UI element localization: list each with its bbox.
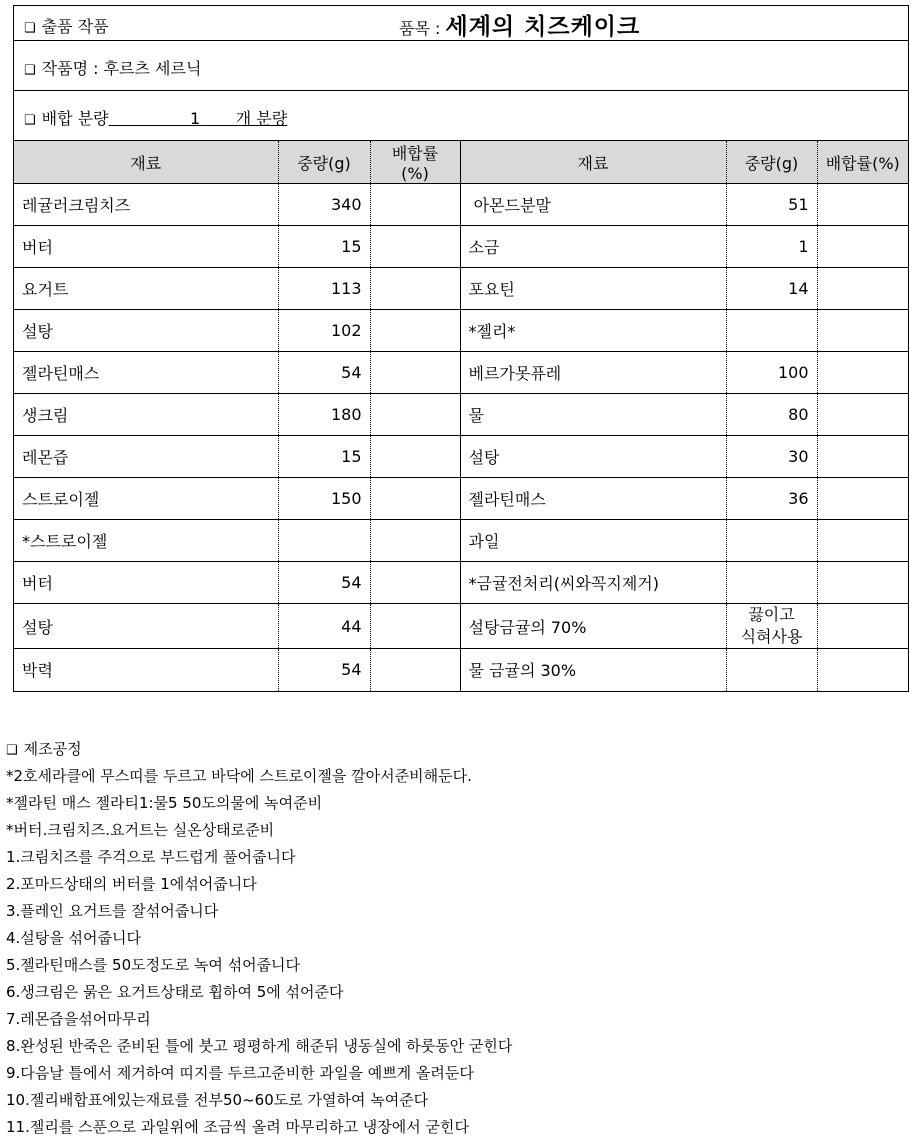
weight-cell: 54 xyxy=(278,649,370,691)
batch-row xyxy=(14,91,908,141)
header-ratio-1: 배합률(%) xyxy=(370,141,460,184)
ratio-cell xyxy=(817,268,908,310)
process-step: 6.생크림은 묽은 요거트상태로 휩하여 5에 섞어준다 xyxy=(6,983,344,1001)
process-step: *2호세라클에 무스띠를 두르고 바닥에 스트로이젤을 깔아서준비해둔다. xyxy=(6,767,472,785)
table-row xyxy=(14,394,908,436)
table-body xyxy=(14,184,908,691)
weight-cell: 102 xyxy=(278,310,370,352)
table-row xyxy=(14,562,908,604)
table-row xyxy=(14,226,908,268)
entry-label: 출품 작품 xyxy=(41,17,109,36)
ratio-cell xyxy=(370,562,460,604)
header-row xyxy=(14,6,908,41)
weight-cell: 113 xyxy=(278,268,370,310)
process-step: 8.완성된 반죽은 준비된 틀에 붓고 평평하게 해준뒤 냉동실에 하룻동안 굳힌다 xyxy=(6,1037,513,1055)
ratio-cell xyxy=(370,352,460,394)
entry-section xyxy=(24,14,109,37)
material-cell: 베르가못퓨레 xyxy=(460,352,726,394)
material-cell: 설탕 xyxy=(14,310,278,352)
weight-cell: 15 xyxy=(278,436,370,478)
ratio-cell xyxy=(817,184,908,226)
material-cell: 소금 xyxy=(460,226,726,268)
process-step: 4.설탕을 섞어줍니다 xyxy=(6,929,142,947)
ratio-cell xyxy=(370,649,460,691)
process-title-line xyxy=(6,736,906,763)
weight-cell: 1 xyxy=(726,226,817,268)
item-label: 품목 : xyxy=(399,19,441,38)
ratio-cell xyxy=(370,226,460,268)
weight-cell xyxy=(726,520,817,562)
weight-cell xyxy=(726,562,817,604)
weight-cell: 150 xyxy=(278,478,370,520)
material-cell: 과일 xyxy=(460,520,726,562)
work-name-row xyxy=(14,41,908,91)
process-title: 제조공정 xyxy=(23,740,82,758)
ratio-cell xyxy=(370,268,460,310)
process-step: 11.젤리를 스푼으로 과일위에 조금씩 올려 마무리하고 냉장에서 굳힌다 xyxy=(6,1118,469,1136)
ratio-cell xyxy=(370,520,460,562)
checkbox-square-icon: ❑ xyxy=(24,113,36,128)
process-step: 10.젤리배합표에있는재료를 전부50~60도로 가열하여 녹여준다 xyxy=(6,1091,429,1109)
weight-cell: 180 xyxy=(278,394,370,436)
material-cell: 설탕 xyxy=(14,604,278,649)
material-cell: 생크림 xyxy=(14,394,278,436)
table-row xyxy=(14,604,908,649)
table-row xyxy=(14,310,908,352)
table-row xyxy=(14,436,908,478)
process-step: 3.플레인 요거트를 잘섞어줍니다 xyxy=(6,902,219,920)
material-cell: 버터 xyxy=(14,562,278,604)
material-cell: 레귤러크림치즈 xyxy=(14,184,278,226)
weight-cell xyxy=(278,520,370,562)
process-step: 9.다음날 틀에서 제거하여 띠지를 두르고준비한 과일을 예쁘게 올려둔다 xyxy=(6,1064,474,1082)
ratio-cell xyxy=(370,394,460,436)
weight-cell: 54 xyxy=(278,562,370,604)
work-name: 작품명 : 후르츠 세르닉 xyxy=(41,59,202,78)
ratio-cell xyxy=(817,352,908,394)
checkbox-square-icon: ❑ xyxy=(6,743,18,758)
header-ratio-2: 배합률(%) xyxy=(817,141,908,184)
weight-cell: 100 xyxy=(726,352,817,394)
item-section xyxy=(399,8,640,41)
material-cell: 젤라틴매스 xyxy=(14,352,278,394)
table-row xyxy=(14,649,908,691)
checkbox-square-icon: ❑ xyxy=(24,63,36,78)
material-cell: 박력 xyxy=(14,649,278,691)
material-cell: *젤리* xyxy=(460,310,726,352)
header-material-1: 재료 xyxy=(14,141,278,184)
ratio-cell xyxy=(817,226,908,268)
material-cell: 젤라틴매스 xyxy=(460,478,726,520)
process-lines xyxy=(6,763,906,1141)
weight-cell: 51 xyxy=(726,184,817,226)
process-step: *젤라틴 매스 젤라티1:물5 50도의물에 녹여준비 xyxy=(6,794,323,812)
material-cell: 설탕 xyxy=(460,436,726,478)
ratio-cell xyxy=(817,394,908,436)
ratio-cell xyxy=(370,436,460,478)
process-step: 5.젤라틴매스를 50도정도로 녹여 섞어줍니다 xyxy=(6,956,301,974)
material-cell: 아몬드분말 xyxy=(460,184,726,226)
ratio-cell xyxy=(370,604,460,649)
table-row xyxy=(14,184,908,226)
ratio-cell xyxy=(817,310,908,352)
checkbox-square-icon: ❑ xyxy=(24,21,36,36)
material-cell: *금귤전처리(씨와꼭지제거) xyxy=(460,562,726,604)
process-step: *버터.크림치즈.요거트는 실온상태로준비 xyxy=(6,821,275,839)
weight-cell xyxy=(726,310,817,352)
material-cell: 스트로이젤 xyxy=(14,478,278,520)
ratio-cell xyxy=(817,649,908,691)
weight-cell: 80 xyxy=(726,394,817,436)
weight-cell xyxy=(726,604,817,649)
item-value: 세계의 치즈케이크 xyxy=(445,14,641,40)
material-cell: 요거트 xyxy=(14,268,278,310)
recipe-form xyxy=(13,5,909,692)
weight-cell: 36 xyxy=(726,478,817,520)
batch-count: 1 xyxy=(189,109,201,128)
material-cell: 버터 xyxy=(14,226,278,268)
material-cell: 물 xyxy=(460,394,726,436)
weight-cell: 15 xyxy=(278,226,370,268)
material-cell: 설탕금귤의 70% xyxy=(460,604,726,649)
weight-cell xyxy=(726,649,817,691)
weight-cell: 30 xyxy=(726,436,817,478)
material-cell: 레몬즙 xyxy=(14,436,278,478)
ratio-cell xyxy=(817,520,908,562)
process-step: 1.크림치즈를 주걱으로 부드럽게 풀어줍니다 xyxy=(6,848,296,866)
batch-prefix: 배합 분량 xyxy=(41,109,109,128)
material-cell: *스트로이젤 xyxy=(14,520,278,562)
ratio-cell xyxy=(817,562,908,604)
note-line: 끓이고 xyxy=(748,605,795,624)
batch-suffix: 개 분량 xyxy=(235,109,288,128)
weight-cell: 44 xyxy=(278,604,370,649)
ratio-cell xyxy=(817,604,908,649)
process-step: 7.레몬즙을섞어마무리 xyxy=(6,1010,151,1028)
weight-cell: 14 xyxy=(726,268,817,310)
header-material-2: 재료 xyxy=(460,141,726,184)
note-line: 식혀사용 xyxy=(740,627,803,646)
weight-cell: 54 xyxy=(278,352,370,394)
header-weight-1: 중량(g) xyxy=(278,141,370,184)
ratio-cell xyxy=(370,478,460,520)
table-row xyxy=(14,268,908,310)
ingredient-table xyxy=(14,141,908,691)
header-weight-2: 중량(g) xyxy=(726,141,817,184)
weight-cell: 340 xyxy=(278,184,370,226)
material-cell: 물 금귤의 30% xyxy=(460,649,726,691)
ratio-cell xyxy=(370,310,460,352)
table-header-row xyxy=(14,141,908,184)
process-section xyxy=(6,736,906,1141)
ratio-cell xyxy=(370,184,460,226)
process-step: 2.포마드상태의 버터를 1에섞어줍니다 xyxy=(6,875,257,893)
table-row xyxy=(14,520,908,562)
table-row xyxy=(14,352,908,394)
ratio-cell xyxy=(817,478,908,520)
material-cell: 포요틴 xyxy=(460,268,726,310)
ratio-cell xyxy=(817,436,908,478)
batch-count-underline xyxy=(109,109,288,128)
table-row xyxy=(14,478,908,520)
